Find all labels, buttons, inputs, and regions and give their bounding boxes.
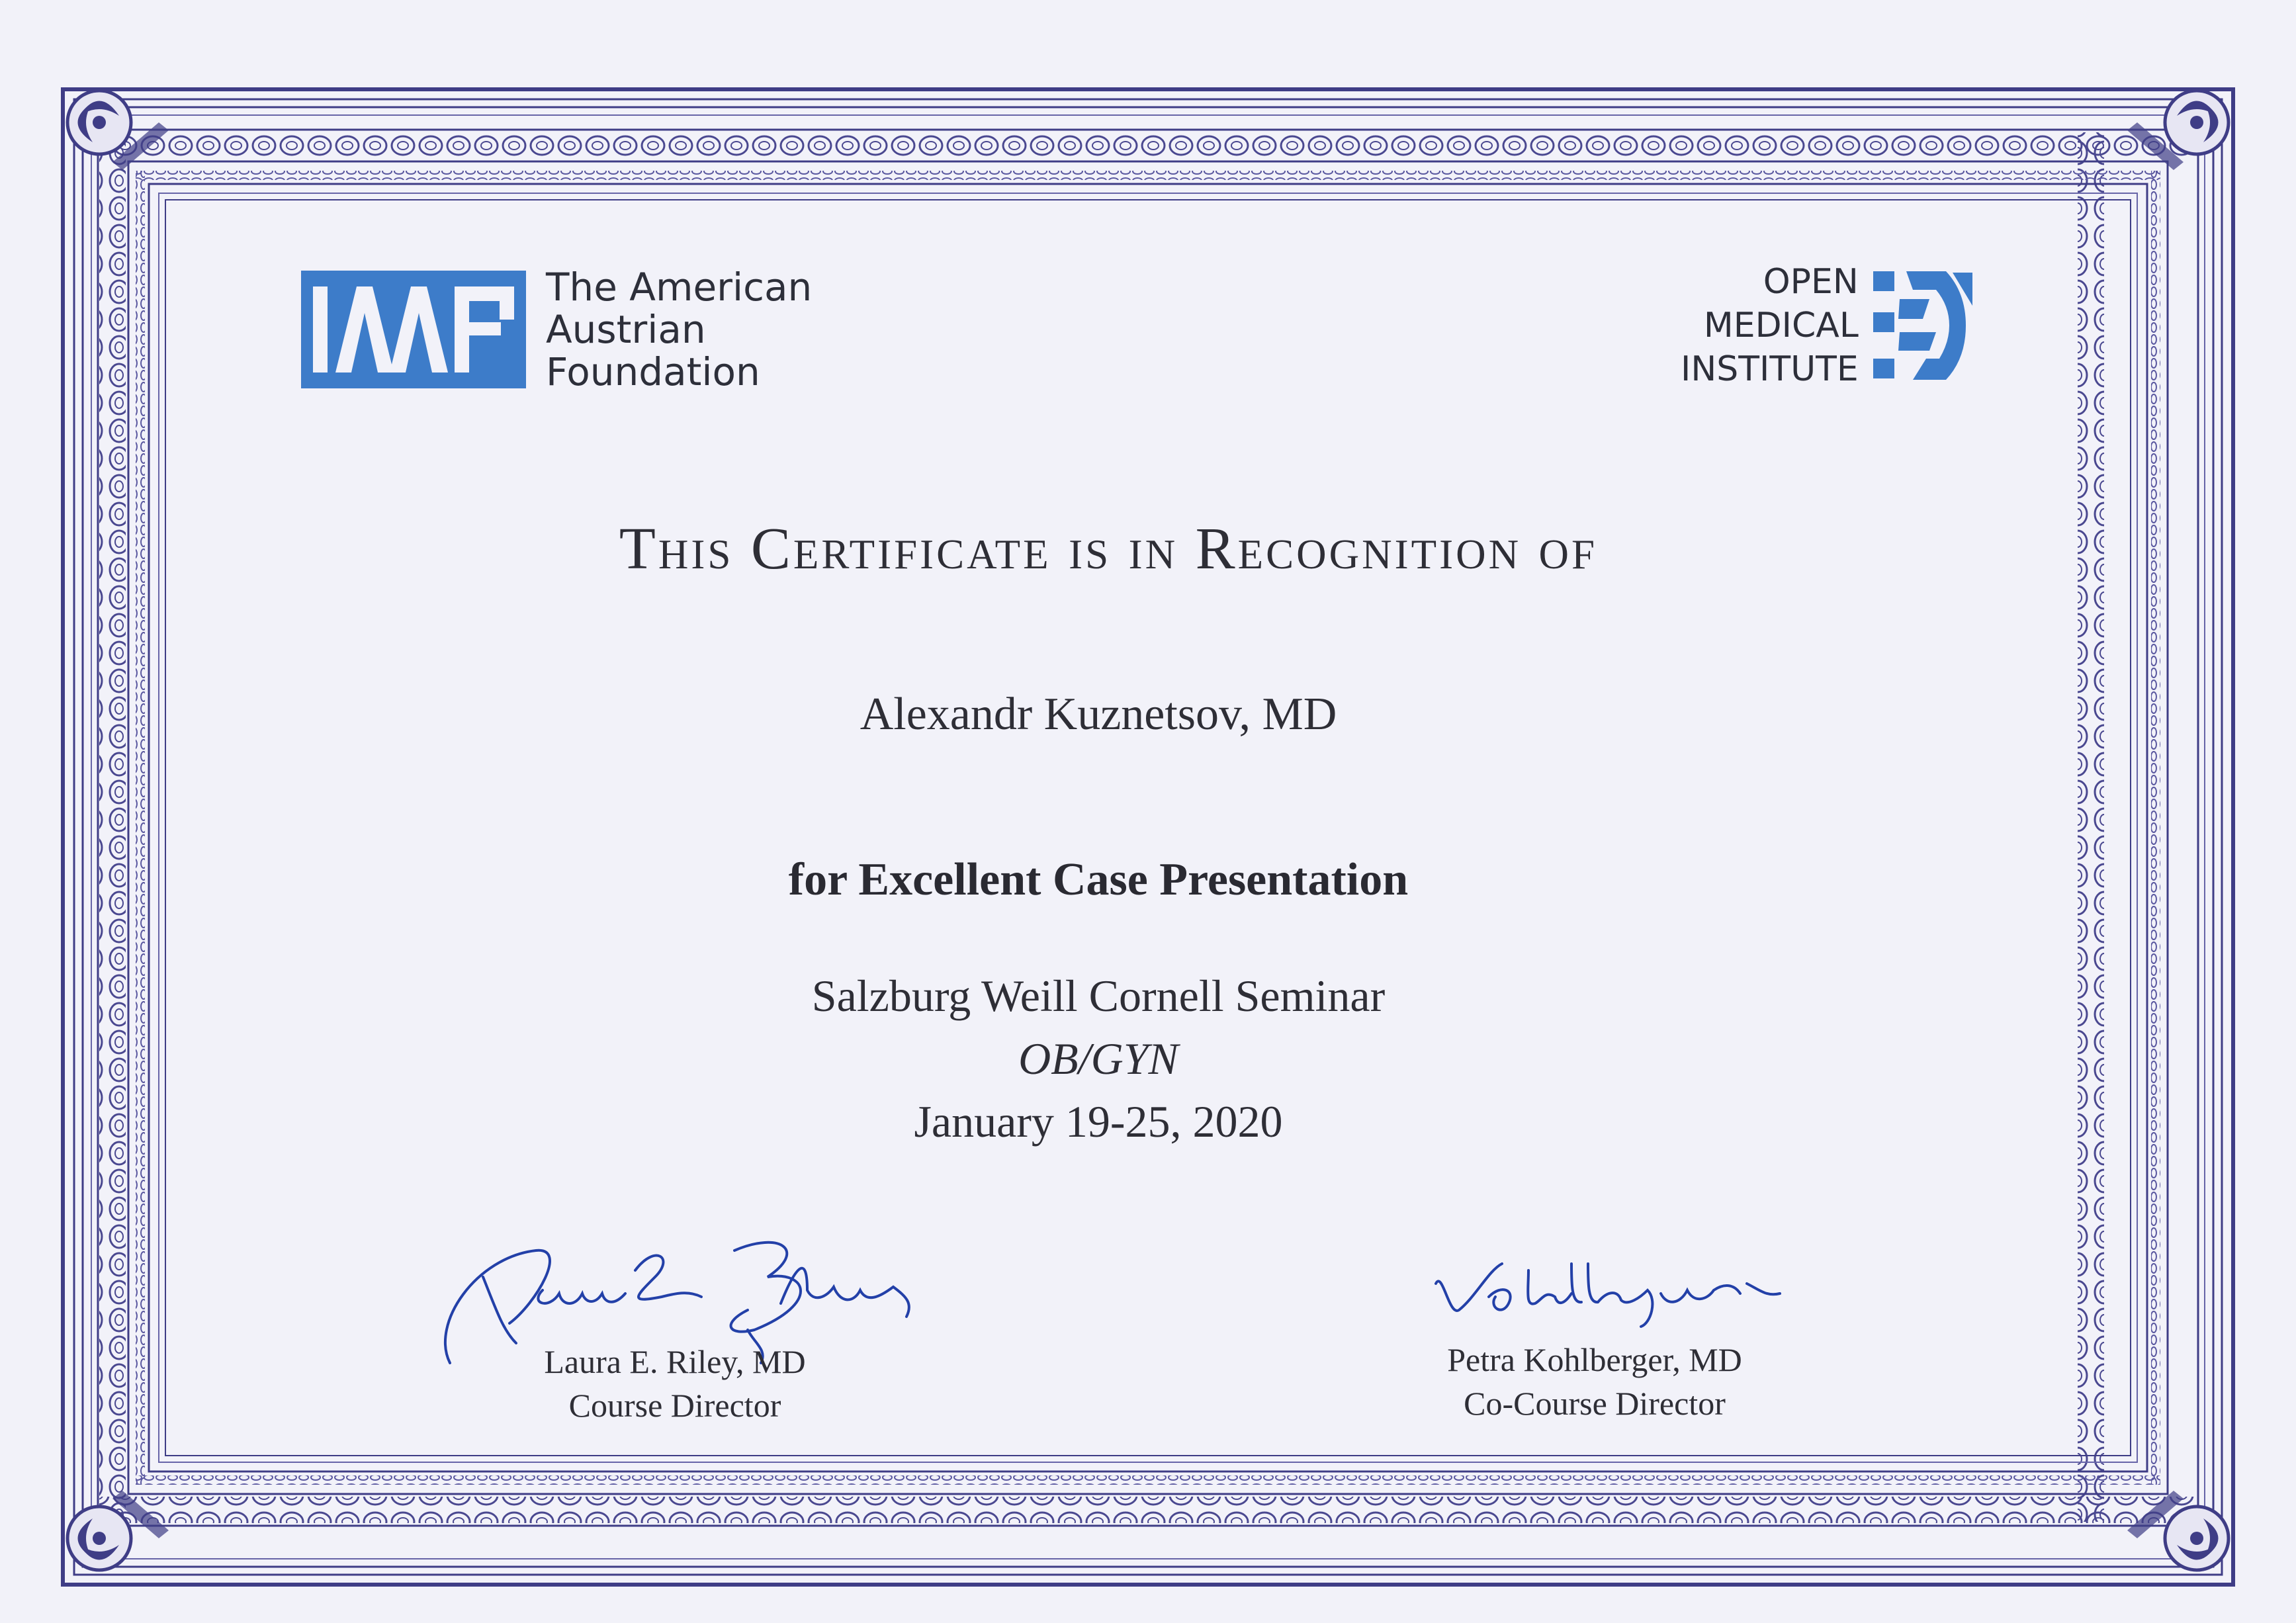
aaf-logo: [301, 266, 812, 393]
omi-globe-mark-icon: [1873, 266, 1972, 385]
event-specialty: OB/GYN: [1018, 1033, 1178, 1084]
signatory-role: Co-Course Director: [1464, 1385, 1726, 1422]
signatory-name: Petra Kohlberger, MD: [1447, 1341, 1742, 1378]
recipient-name: Alexandr Kuznetsov, MD: [860, 689, 1337, 740]
omi-logo-text: [1681, 260, 1859, 391]
event-name: Salzburg Weill Cornell Seminar: [811, 971, 1386, 1021]
event-dates: January 19-25, 2020: [914, 1096, 1283, 1147]
certificate-heading: This Certificate is in Recognition of: [619, 516, 1598, 582]
aaf-logo-text: [546, 266, 812, 393]
signatory-left: [463, 1340, 887, 1427]
aaf-logo-mark-icon: [301, 271, 526, 388]
aaf-logo-line: The American: [546, 265, 813, 310]
signatory-role: Course Director: [568, 1387, 781, 1424]
omi-logo: [1681, 260, 1972, 391]
omi-logo-line: OPEN: [1763, 262, 1859, 302]
signatory-name: Laura E. Riley, MD: [544, 1343, 806, 1380]
award-title: for Excellent Case Presentation: [788, 854, 1409, 905]
handwritten-signature-icon: [1429, 1244, 1787, 1330]
aaf-logo-line: Austrian: [546, 307, 706, 352]
omi-logo-line: MEDICAL: [1703, 306, 1859, 345]
omi-logo-line: INSTITUTE: [1681, 349, 1859, 389]
event-details: [0, 965, 2296, 1153]
signatory-right: [1383, 1338, 1806, 1425]
aaf-logo-line: Foundation: [546, 349, 760, 394]
